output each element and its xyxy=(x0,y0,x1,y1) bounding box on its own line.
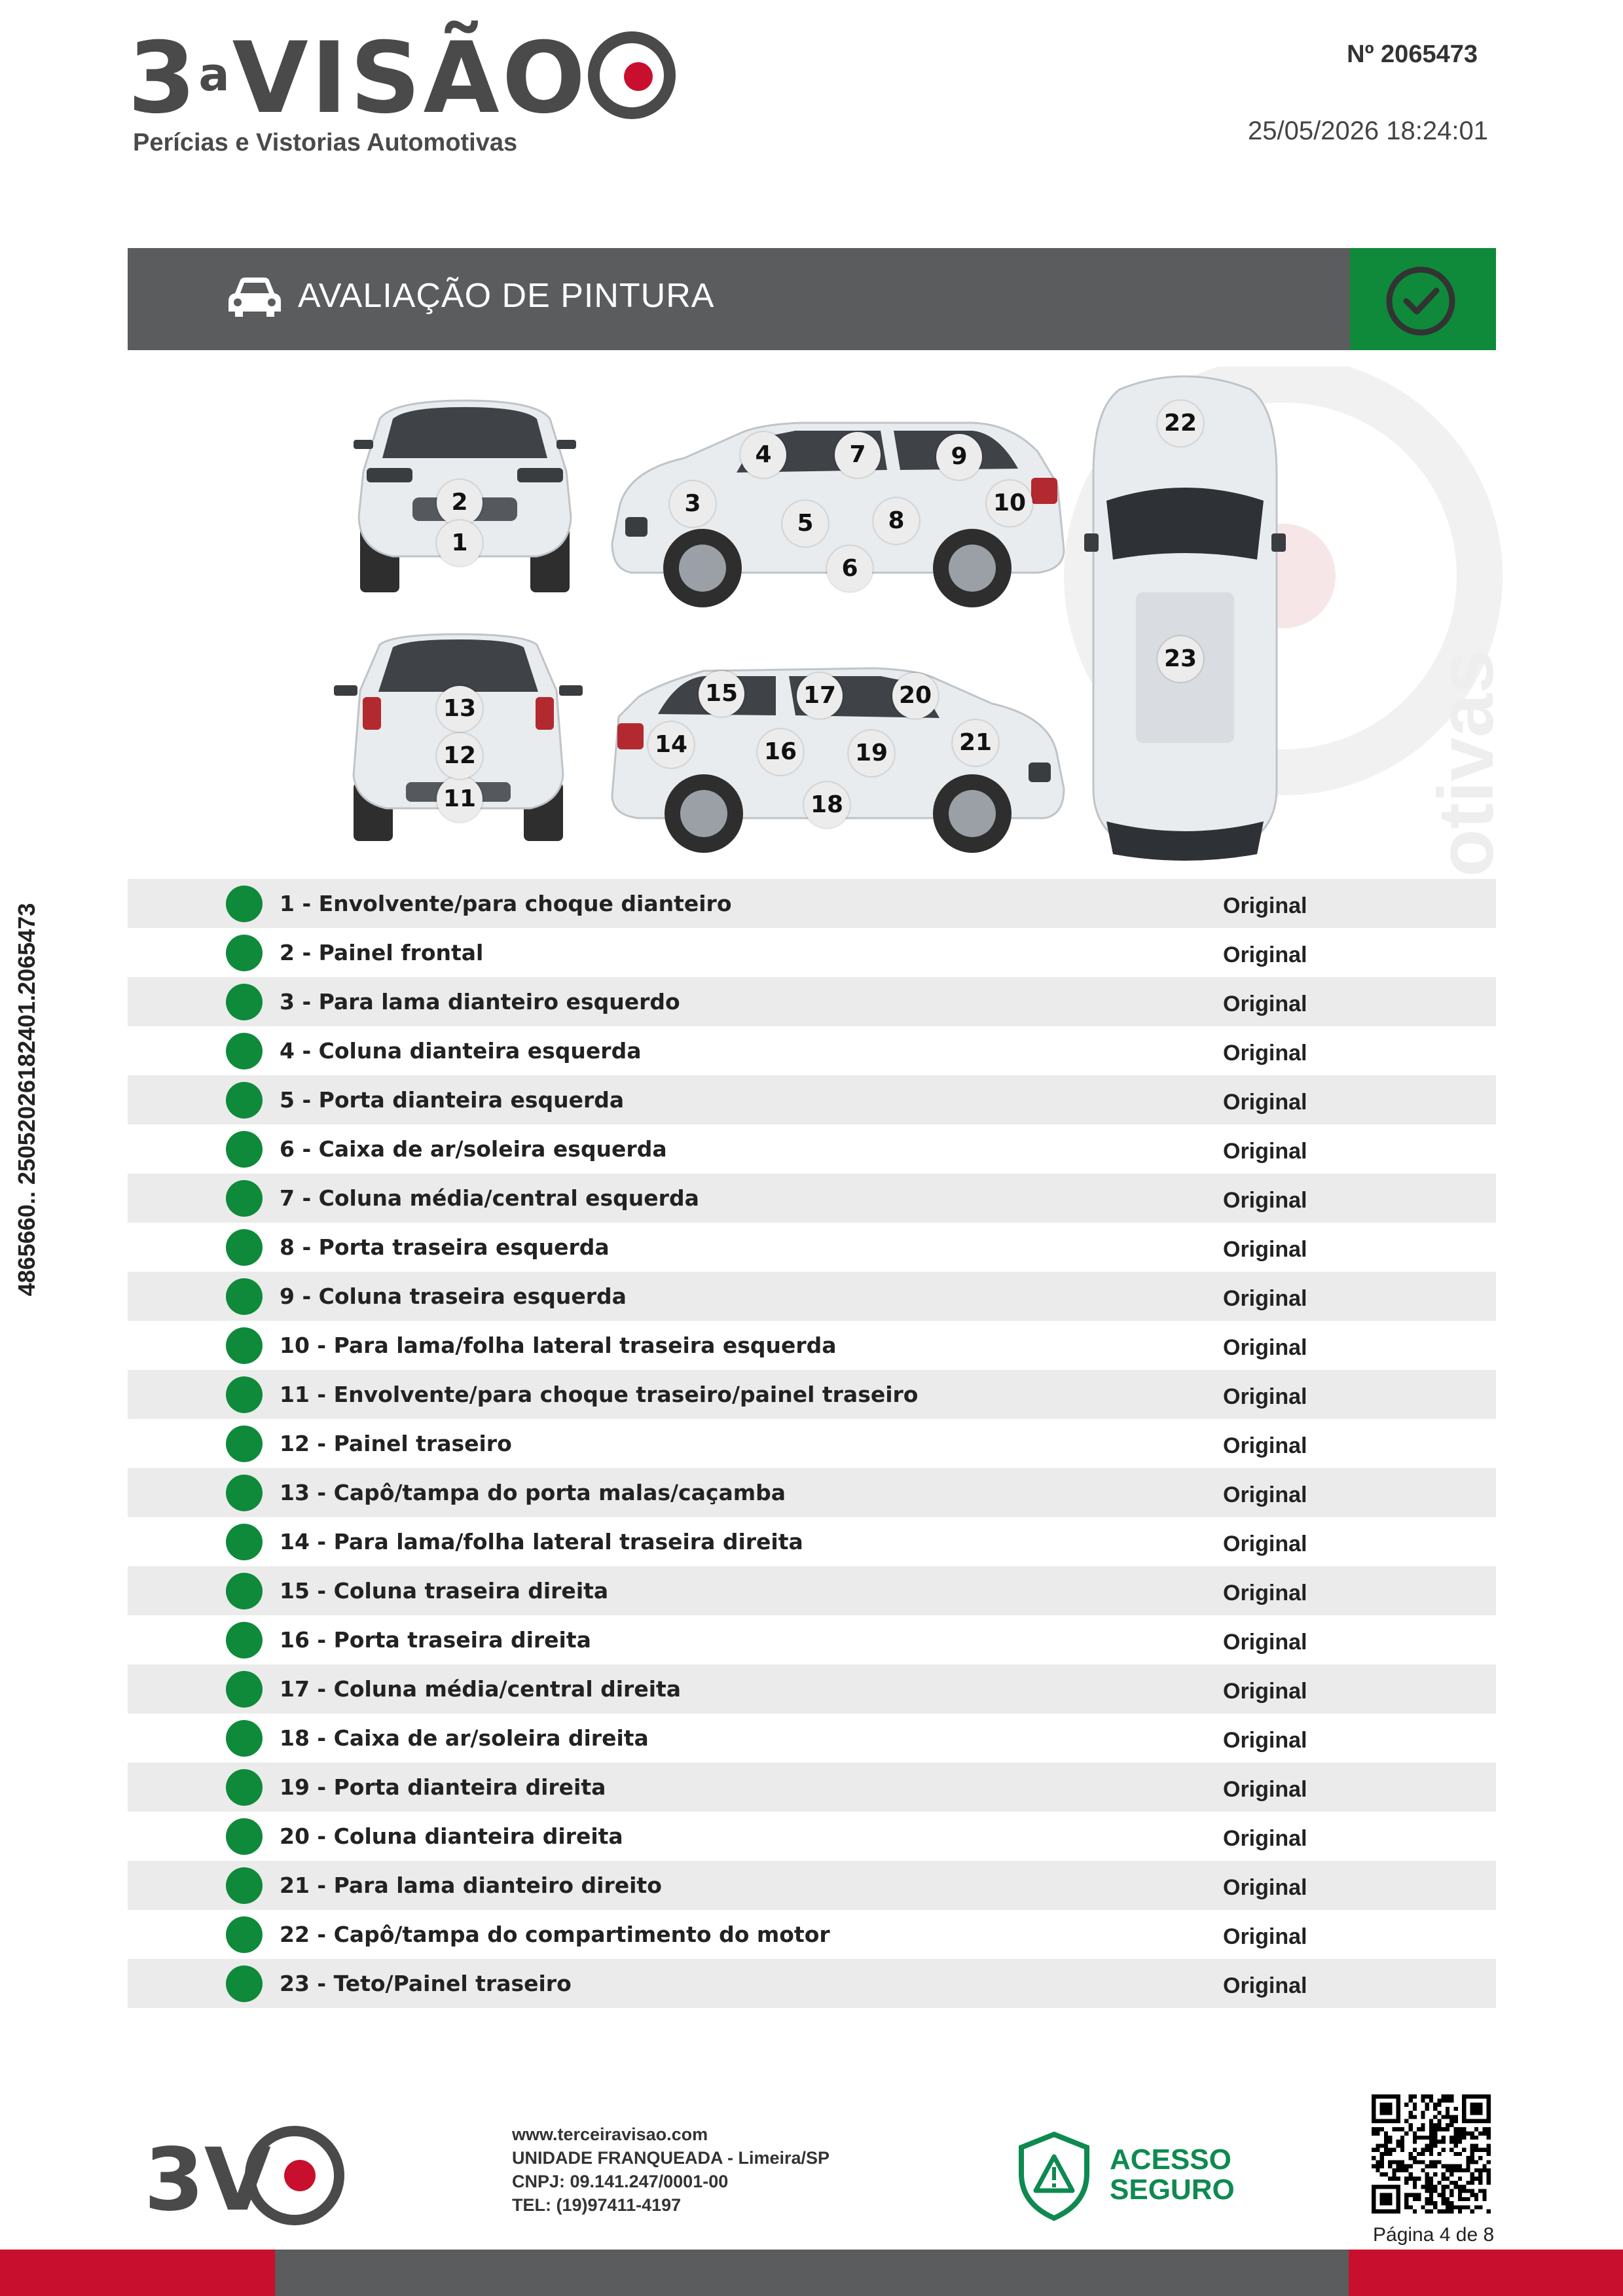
part-label: 5 - Porta dianteira esquerda xyxy=(280,1087,625,1113)
document-number: Nº 2065473 xyxy=(1347,41,1478,68)
car-icon xyxy=(226,274,283,321)
list-item xyxy=(128,1566,1496,1615)
part-status: Original xyxy=(1223,1875,1307,1900)
document-datetime: 25/05/2026 18:24:01 xyxy=(1247,117,1488,145)
logo-subtitle: Perícias e Vistorias Automotivas xyxy=(133,129,518,156)
part-status: Original xyxy=(1223,1777,1307,1802)
status-dot-icon xyxy=(226,886,263,922)
part-label: 21 - Para lama dianteiro direito xyxy=(280,1873,662,1898)
part-status: Original xyxy=(1223,1041,1307,1066)
secure-access-badge xyxy=(1015,2130,1235,2222)
part-marker-10: 10 xyxy=(987,480,1032,526)
part-label: 12 - Painel traseiro xyxy=(280,1431,512,1456)
part-label: 10 - Para lama/folha lateral traseira esquerda xyxy=(280,1333,837,1358)
part-label: 6 - Caixa de ar/soleira esquerda xyxy=(280,1136,667,1162)
part-label: 19 - Porta dianteira direita xyxy=(280,1774,606,1800)
list-item xyxy=(128,1075,1496,1124)
status-dot-icon xyxy=(226,1720,263,1757)
part-marker-2: 2 xyxy=(437,480,483,526)
list-item xyxy=(128,1321,1496,1370)
part-status: Original xyxy=(1223,1188,1307,1213)
part-marker-15: 15 xyxy=(699,671,744,717)
svg-text:3V: 3V xyxy=(144,2130,272,2231)
part-marker-14: 14 xyxy=(648,722,694,768)
part-status: Original xyxy=(1223,1384,1307,1409)
footer-contact xyxy=(512,2123,830,2217)
part-marker-16: 16 xyxy=(757,729,803,775)
part-marker-11: 11 xyxy=(437,776,483,822)
list-item xyxy=(128,977,1496,1026)
part-label: 8 - Porta traseira esquerda xyxy=(280,1234,610,1260)
part-label: 7 - Coluna média/central esquerda xyxy=(280,1185,699,1211)
part-status: Original xyxy=(1223,1335,1307,1360)
svg-text:otivas: otivas xyxy=(1422,650,1510,877)
status-dot-icon xyxy=(226,1327,263,1364)
list-item xyxy=(128,1910,1496,1959)
part-label: 15 - Coluna traseira direita xyxy=(280,1578,609,1604)
part-marker-7: 7 xyxy=(835,432,881,478)
part-marker-4: 4 xyxy=(740,432,786,478)
list-item xyxy=(128,879,1496,928)
footer-cnpj: CNPJ: 09.141.247/0001-00 xyxy=(512,2172,729,2191)
part-status: Original xyxy=(1223,893,1307,918)
part-label: 22 - Capô/tampa do compartimento do motor xyxy=(280,1922,830,1947)
part-label: 4 - Coluna dianteira esquerda xyxy=(280,1038,642,1064)
part-label: 17 - Coluna média/central direita xyxy=(280,1676,682,1702)
part-marker-5: 5 xyxy=(782,501,828,547)
part-label: 20 - Coluna dianteira direita xyxy=(280,1823,623,1849)
part-marker-12: 12 xyxy=(437,733,483,779)
list-item xyxy=(128,1664,1496,1713)
part-label: 13 - Capô/tampa do porta malas/caçamba xyxy=(280,1480,786,1505)
part-status: Original xyxy=(1223,1924,1307,1949)
part-label: 14 - Para lama/folha lateral traseira direita xyxy=(280,1529,803,1554)
list-item xyxy=(128,1468,1496,1517)
status-dot-icon xyxy=(226,1180,263,1217)
footer-phone: TEL: (19)97411-4197 xyxy=(512,2195,682,2215)
logo-target-icon xyxy=(586,29,678,121)
part-marker-9: 9 xyxy=(936,434,982,480)
part-marker-23: 23 xyxy=(1158,636,1203,682)
status-dot-icon xyxy=(226,1573,263,1609)
part-marker-22: 22 xyxy=(1158,401,1203,446)
part-status: Original xyxy=(1223,992,1307,1016)
footer-band-left xyxy=(0,2250,275,2296)
list-item xyxy=(128,1517,1496,1566)
status-dot-icon xyxy=(226,935,263,971)
section-title: AVALIAÇÃO DE PINTURA xyxy=(298,277,715,315)
part-marker-3: 3 xyxy=(670,481,716,527)
part-status: Original xyxy=(1223,1286,1307,1311)
list-item xyxy=(128,1959,1496,2008)
paint-evaluation-list xyxy=(128,879,1496,2008)
list-item xyxy=(128,1124,1496,1174)
list-item xyxy=(128,928,1496,977)
part-marker-19: 19 xyxy=(848,730,894,776)
status-dot-icon xyxy=(226,1769,263,1806)
part-label: 9 - Coluna traseira esquerda xyxy=(280,1283,627,1309)
part-status: Original xyxy=(1223,1237,1307,1262)
part-status: Original xyxy=(1223,1630,1307,1655)
part-status: Original xyxy=(1223,1581,1307,1605)
footer-band-right xyxy=(1349,2250,1623,2296)
list-item xyxy=(128,1370,1496,1419)
part-status: Original xyxy=(1223,1433,1307,1458)
status-dot-icon xyxy=(226,1033,263,1069)
part-status: Original xyxy=(1223,1728,1307,1753)
part-status: Original xyxy=(1223,1482,1307,1507)
footer-unit: UNIDADE FRANQUEADA - Limeira/SP xyxy=(512,2148,830,2168)
logo-wordmark: 3$^a$VISÃO xyxy=(128,22,589,135)
status-dot-icon xyxy=(226,1867,263,1904)
qr-code[interactable] xyxy=(1372,2094,1491,2214)
part-label: 16 - Porta traseira direita xyxy=(280,1627,591,1653)
footer-website[interactable]: www.terceiravisao.com xyxy=(512,2125,708,2144)
part-label: 3 - Para lama dianteiro esquerdo xyxy=(280,989,680,1014)
list-item xyxy=(128,1419,1496,1468)
part-status: Original xyxy=(1223,1973,1307,1998)
status-dot-icon xyxy=(226,1622,263,1659)
part-label: 1 - Envolvente/para choque dianteiro xyxy=(280,891,732,916)
part-label: 23 - Teto/Painel traseiro xyxy=(280,1971,572,1996)
footer-band-center xyxy=(275,2250,1349,2296)
brand-logo xyxy=(128,23,684,173)
status-dot-icon xyxy=(226,1671,263,1708)
status-dot-icon xyxy=(226,1965,263,2002)
status-dot-icon xyxy=(226,984,263,1020)
part-status: Original xyxy=(1223,1679,1307,1704)
list-item xyxy=(128,1223,1496,1272)
status-dot-icon xyxy=(226,1131,263,1168)
status-dot-icon xyxy=(226,1376,263,1413)
part-status: Original xyxy=(1223,1139,1307,1164)
part-marker-6: 6 xyxy=(827,546,873,592)
check-circle-icon xyxy=(1383,263,1459,339)
document-side-code: 4865660.. 25052026182401.2065473 xyxy=(13,903,40,1297)
page-number: Página 4 de 8 xyxy=(1373,2224,1495,2246)
part-status: Original xyxy=(1223,1532,1307,1556)
list-item xyxy=(128,1026,1496,1075)
part-marker-18: 18 xyxy=(804,782,850,828)
status-dot-icon xyxy=(226,1426,263,1462)
part-status: Original xyxy=(1223,1090,1307,1115)
status-dot-icon xyxy=(226,1916,263,1953)
status-dot-icon xyxy=(226,1229,263,1266)
status-dot-icon xyxy=(226,1818,263,1855)
list-item xyxy=(128,1763,1496,1812)
footer-logo xyxy=(143,2119,352,2231)
part-label: 11 - Envolvente/para choque traseiro/painel traseiro xyxy=(280,1382,919,1407)
status-dot-icon xyxy=(226,1082,263,1119)
part-label: 18 - Caixa de ar/soleira direita xyxy=(280,1725,649,1751)
part-marker-1: 1 xyxy=(437,520,483,566)
secure-access-text: ACESSO SEGURO xyxy=(1110,2144,1235,2206)
list-item xyxy=(128,1272,1496,1321)
part-marker-13: 13 xyxy=(437,686,483,732)
part-status: Original xyxy=(1223,942,1307,967)
list-item xyxy=(128,1861,1496,1910)
part-marker-20: 20 xyxy=(892,673,938,719)
part-label: 2 - Painel frontal xyxy=(280,940,484,965)
shield-warning-icon xyxy=(1015,2130,1093,2222)
part-marker-8: 8 xyxy=(873,498,919,544)
status-dot-icon xyxy=(226,1475,263,1511)
part-marker-21: 21 xyxy=(953,720,998,766)
part-marker-17: 17 xyxy=(797,673,843,719)
part-status: Original xyxy=(1223,1826,1307,1851)
list-item xyxy=(128,1713,1496,1763)
list-item xyxy=(128,1615,1496,1664)
list-item xyxy=(128,1812,1496,1861)
status-dot-icon xyxy=(226,1524,263,1560)
list-item xyxy=(128,1174,1496,1223)
status-dot-icon xyxy=(226,1278,263,1315)
